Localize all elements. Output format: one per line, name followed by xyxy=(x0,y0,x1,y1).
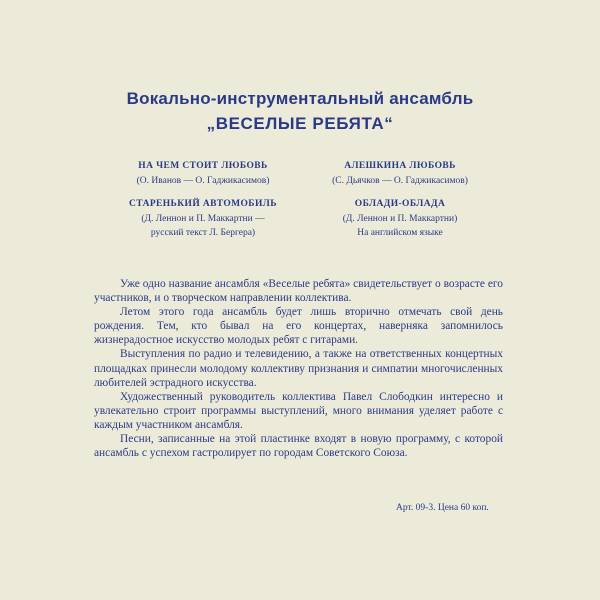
liner-paragraph: Уже одно название ансамбля «Веселые ребята» свидетельствует о возрасте его участников, и о творческом направлении коллектива. xyxy=(94,278,503,305)
ensemble-heading: Вокально-инструментальный ансамбль xyxy=(126,89,474,108)
track-credits: (Д. Леннон и П. Маккартни — xyxy=(141,214,265,224)
track-listing-3 xyxy=(98,199,308,240)
catalog-price-line: Арт. 09-3. Цена 60 коп. xyxy=(396,503,489,513)
liner-paragraph: Летом этого года ансамбль будет лишь вторично отмечать свой день рождения. Тем, кто бывал на его концертах, наверняка запомнилось жизнерадостное искусство молодых ребят с гитарами. xyxy=(94,306,503,347)
ensemble-name: „ВЕСЕЛЫЕ РЕБЯТА“ xyxy=(206,114,394,133)
track-listing-1 xyxy=(98,161,308,188)
track-listing-4 xyxy=(295,199,505,240)
liner-notes xyxy=(94,277,503,460)
track-credits: (С. Дьячков — О. Гаджикасимов) xyxy=(332,176,468,186)
track-listing-2 xyxy=(295,161,505,188)
track-title: ОБЛАДИ-ОБЛАДА xyxy=(354,199,446,209)
track-credits-continued: русский текст Л. Бергера) xyxy=(150,228,256,238)
liner-paragraph: Выступления по радио и телевидению, а также на ответственных концертных площадках принесли молодому коллективу признания и симпатии многочисленных любителей эстрадного искусства. xyxy=(94,348,503,389)
track-language-note: На английском языке xyxy=(357,228,443,238)
liner-paragraph: Песни, записанные на этой пластинке входят в новую программу, с которой ансамбль с успехом гастролирует по городам Советского Союза. xyxy=(94,433,503,460)
track-credits: (Д. Леннон и П. Маккартни) xyxy=(342,214,458,224)
track-title: АЛЕШКИНА ЛЮБОВЬ xyxy=(344,161,456,171)
track-title: СТАРЕНЬКИЙ АВТОМОБИЛЬ xyxy=(129,199,277,209)
track-credits: (О. Иванов — О. Гаджикасимов) xyxy=(136,176,270,186)
track-title: НА ЧЕМ СТОИТ ЛЮБОВЬ xyxy=(138,161,268,171)
liner-paragraph: Художественный руководитель коллектива Павел Слободкин интересно и увлекательно строит программы выступлений, много внимания уделяет работе с каждым участником ансамбля. xyxy=(94,390,503,431)
